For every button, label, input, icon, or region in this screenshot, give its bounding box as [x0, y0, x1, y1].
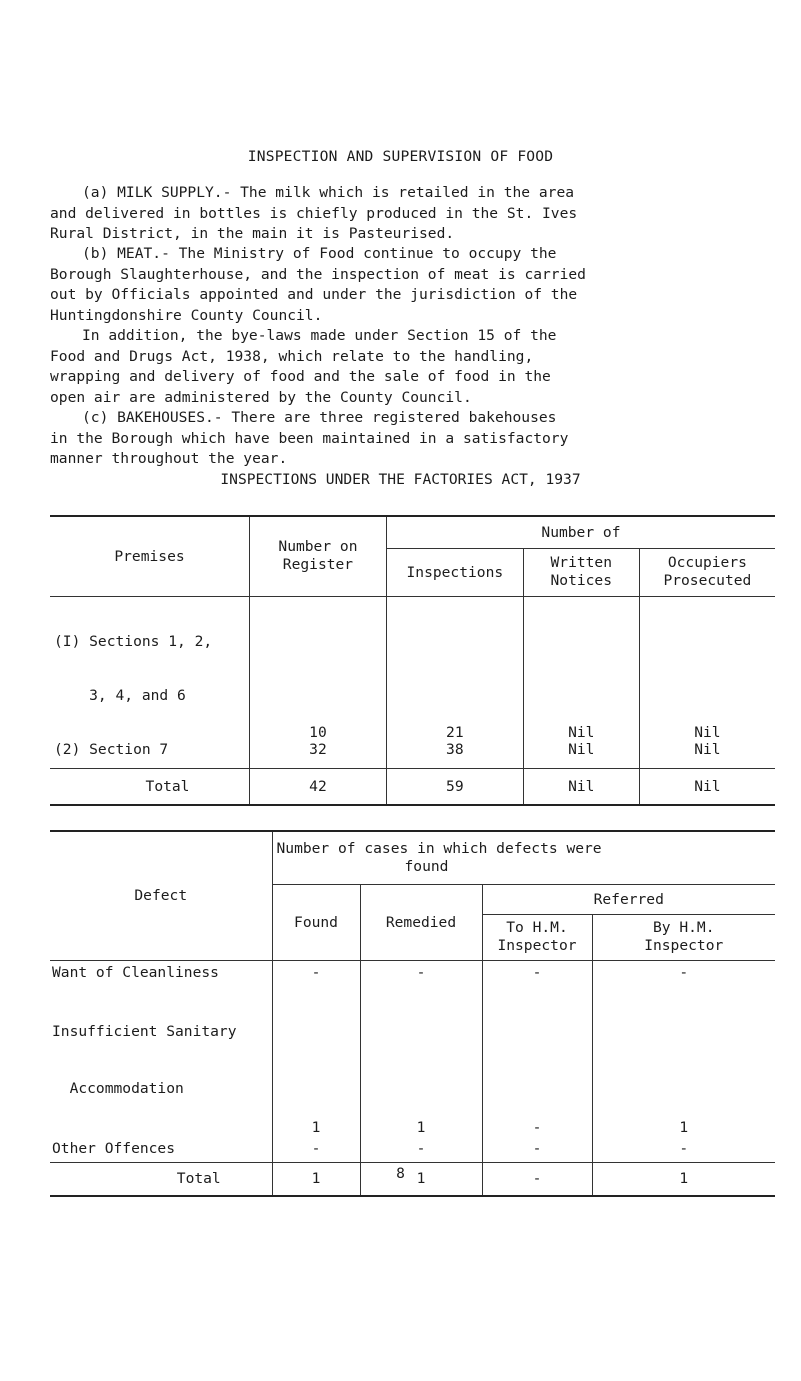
by-hm-inspector-header	[592, 914, 775, 960]
by-hm-total: 1	[592, 1162, 775, 1196]
remedied-total: 1	[360, 1162, 482, 1196]
paragraph-line: Rural District, in the main it is Pasteurised.	[50, 225, 455, 242]
remedied-cell: -	[360, 960, 482, 984]
paragraph-line: out by Officials appointed and under the jurisdiction of the	[50, 286, 578, 303]
by-hm-cell: -	[592, 960, 775, 984]
factories-act-heading: INSPECTIONS UNDER THE FACTORIES ACT, 1937	[220, 471, 581, 488]
milk-supply-paragraph	[50, 183, 780, 245]
header-line: By H.M.	[652, 919, 715, 936]
header-line: Occupiers	[667, 554, 747, 571]
premises-cell	[50, 596, 250, 741]
defects-table	[50, 830, 775, 1197]
page-title: INSPECTION AND SUPERVISION OF FOOD	[247, 148, 554, 165]
paragraph-line: and delivered in bottles is chiefly produced in the St. Ives	[50, 204, 578, 222]
remedied-header: Remedied	[360, 884, 482, 960]
paragraph-line: (a) MILK SUPPLY.- The milk which is retailed in the area	[82, 184, 575, 201]
defect-header: Defect	[50, 831, 272, 960]
found-cell: 1	[272, 984, 360, 1136]
header-line: Number of cases in which defects were	[276, 839, 602, 857]
to-hm-total: -	[482, 1162, 592, 1196]
inspections-total: 59	[386, 769, 523, 805]
total-label: Total	[50, 1162, 272, 1196]
to-hm-cell: -	[482, 960, 592, 984]
header-line: Inspector	[497, 937, 577, 954]
written-notices-header	[523, 548, 639, 596]
inspections-cell: 38	[386, 741, 523, 769]
register-cell: 10	[250, 596, 387, 741]
number-of-header: Number of	[386, 516, 775, 548]
register-total: 42	[250, 769, 387, 805]
header-line: Register	[282, 556, 354, 574]
remedied-cell: 1	[360, 984, 482, 1136]
written-notices-total: Nil	[523, 769, 639, 805]
premises-cell: (2) Section 7	[54, 740, 169, 758]
header-line: To H.M.	[506, 919, 568, 936]
written-notices-cell: Nil	[523, 596, 639, 741]
paragraph-line: Food and Drugs Act, 1938, which relate to the handling,	[50, 347, 534, 365]
defect-cell: Other Offences	[52, 1140, 176, 1158]
by-hm-cell: 1	[592, 984, 775, 1136]
bakehouses-paragraph	[50, 408, 780, 470]
occupiers-prosecuted-header	[639, 548, 775, 596]
to-hm-cell: -	[482, 1136, 592, 1162]
found-cell: -	[272, 960, 360, 984]
by-hm-cell: -	[592, 1136, 775, 1162]
register-cell: 32	[250, 741, 387, 769]
to-hm-inspector-header	[482, 914, 592, 960]
inspections-cell: 21	[386, 596, 523, 741]
paragraph-line: wrapping and delivery of food and the sale of food in the	[50, 368, 551, 385]
found-header: Found	[272, 884, 360, 960]
paragraph-line: In addition, the bye-laws made under Section 15 of the	[82, 327, 557, 344]
paragraph-line: manner throughout the year.	[50, 450, 288, 467]
table-row	[50, 1136, 775, 1162]
table-row	[50, 984, 775, 1136]
factories-inspections-table	[50, 515, 775, 806]
paragraph-line: open air are administered by the County Council.	[50, 388, 472, 406]
found-cell: -	[272, 1136, 360, 1162]
remedied-cell: -	[360, 1136, 482, 1162]
occupiers-cell: Nil	[639, 596, 775, 741]
paragraph-line: in the Borough which have been maintained in a satisfactory	[50, 429, 569, 447]
inspections-header: Inspections	[386, 548, 523, 596]
total-row	[50, 769, 775, 805]
cell-line: Accommodation	[52, 1080, 184, 1097]
meat-paragraph	[50, 244, 780, 326]
table-row	[50, 596, 775, 741]
defect-cell	[50, 984, 272, 1136]
to-hm-cell: -	[482, 984, 592, 1136]
cell-line: Insufficient Sanitary	[52, 1023, 237, 1040]
cases-header	[272, 831, 775, 884]
cell-line: (I) Sections 1, 2,	[54, 632, 213, 650]
referred-header: Referred	[482, 884, 775, 914]
total-label: Total	[50, 769, 250, 805]
occupiers-total: Nil	[639, 769, 775, 805]
paragraph-line: (b) MEAT.- The Ministry of Food continue to occupy the	[82, 245, 557, 262]
header-line: Number on	[278, 538, 358, 556]
header-line: Notices	[550, 572, 613, 589]
paragraph-line: Borough Slaughterhouse, and the inspection of meat is carried	[50, 265, 586, 283]
written-notices-cell: Nil	[523, 741, 639, 769]
occupiers-cell: Nil	[639, 741, 775, 769]
header-line: Inspector	[644, 937, 724, 954]
header-line: Written	[550, 554, 613, 571]
defect-cell: Want of Cleanliness	[50, 960, 272, 984]
page-number: 8	[396, 1165, 405, 1182]
header-line: found	[404, 857, 449, 875]
premises-header: Premises	[50, 516, 250, 596]
found-total: 1	[272, 1162, 360, 1196]
cell-line: 3, 4, and 6	[54, 686, 186, 704]
bye-laws-paragraph	[50, 326, 780, 408]
paragraph-line: (c) BAKEHOUSES.- There are three registered bakehouses	[82, 409, 557, 426]
paragraph-line: Huntingdonshire County Council.	[50, 306, 323, 324]
header-line: Prosecuted	[663, 572, 752, 589]
table-row	[50, 960, 775, 984]
table-row	[50, 741, 775, 769]
register-header	[250, 516, 387, 596]
